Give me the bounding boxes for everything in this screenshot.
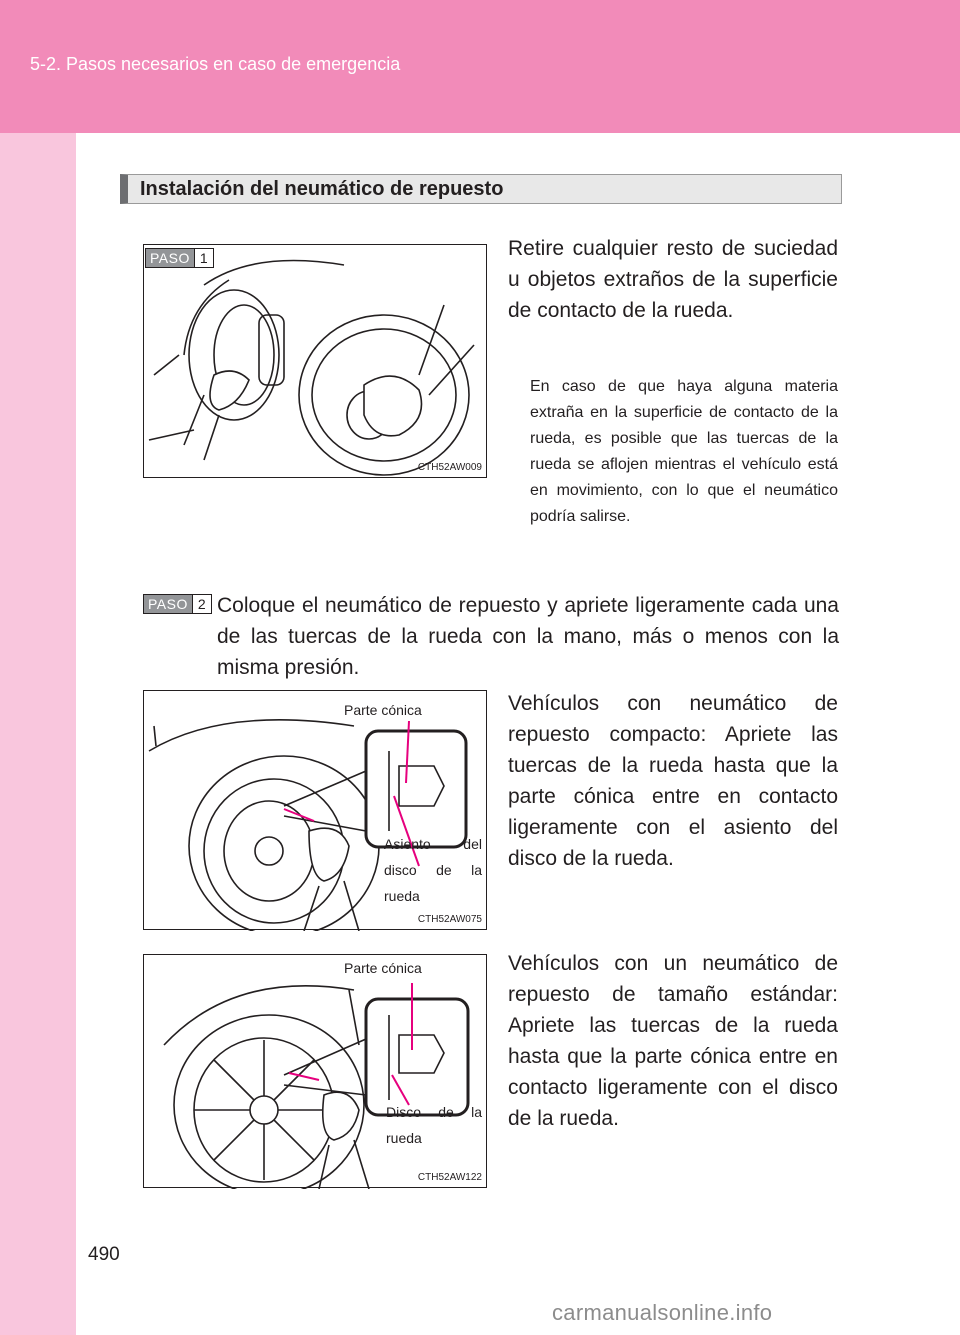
step-badge-1	[145, 248, 214, 268]
standard-text: Vehículos con un neumático de repuesto de tamaño estándar: Apriete las tuercas de la rueda hasta que la parte cónica entre en contacto ligeramente con el disco de la rueda.	[508, 952, 838, 1130]
figure-code: CTH52AW009	[417, 462, 482, 473]
breadcrumb: 5-2. Pasos necesarios en caso de emergencia	[30, 54, 401, 74]
step-badge-2	[143, 594, 212, 614]
section-title: Instalación del neumático de repuesto	[140, 178, 504, 200]
step1-note: En caso de que haya alguna materia extraña en la superficie de contacto de la rueda, es posible que las tuercas de la rueda se aflojen mientras el vehículo está en movimiento, con lo que el neumático podría salirse.	[530, 378, 838, 525]
side-strip	[0, 133, 76, 1335]
figure-compact-spare	[143, 690, 487, 930]
step1-text: Retire cualquier resto de suciedad u objetos extraños de la superficie de contacto de la rueda.	[508, 237, 838, 322]
figure-code: CTH52AW075	[417, 914, 482, 925]
header-band	[0, 0, 960, 133]
step-word: PASO	[146, 249, 194, 267]
callout-wheel-disc: Disco de la rueda	[386, 1104, 482, 1146]
illustration-standard-spare	[144, 955, 488, 1189]
step2-text: Coloque el neumático de repuesto y apriete ligeramente cada una de las tuercas de la rueda con la mano, más o menos con la misma presión.	[217, 594, 839, 679]
watermark: carmanualsonline.info	[552, 1300, 773, 1325]
illustration-clean-wheel	[144, 245, 488, 479]
callout-wheel-seat: Asiento del disco de la rueda	[384, 836, 482, 904]
page-number: 490	[88, 1244, 120, 1265]
section-heading	[120, 174, 842, 204]
step-number: 2	[192, 595, 211, 613]
callout-conical-part: Parte cónica	[344, 960, 422, 976]
figure-code: CTH52AW122	[417, 1172, 482, 1183]
figure-standard-spare	[143, 954, 487, 1188]
compact-text: Vehículos con neumático de repuesto compacto: Apriete las tuercas de la rueda hasta que la parte cónica entre en contacto ligeramente con el asiento del disco de la rueda.	[508, 692, 838, 870]
step-word: PASO	[144, 595, 192, 613]
step-number: 1	[194, 249, 213, 267]
figure-step1	[143, 244, 487, 478]
callout-conical-part: Parte cónica	[344, 702, 422, 718]
